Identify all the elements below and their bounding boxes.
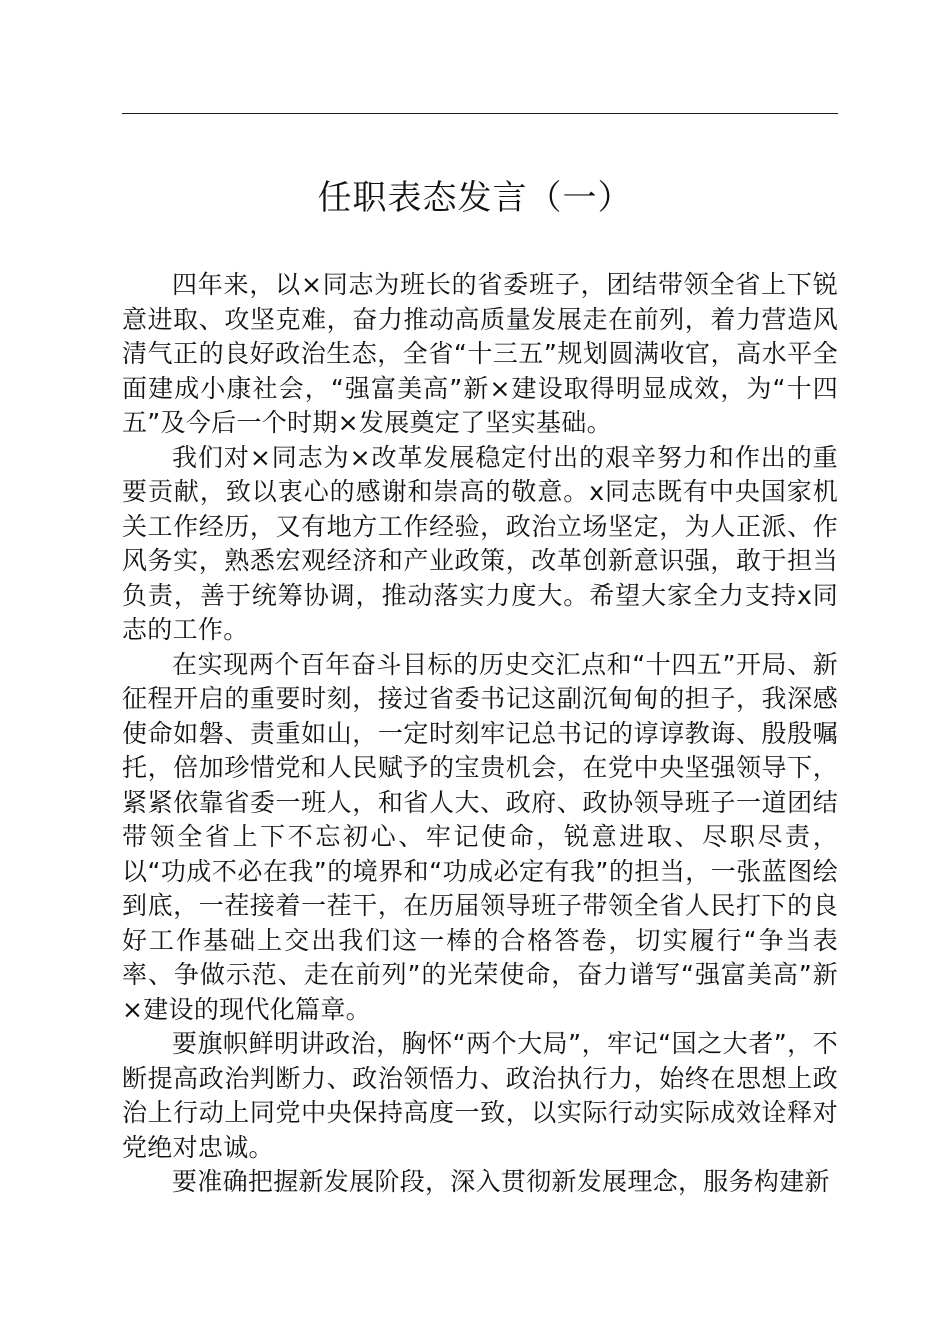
header-rule <box>122 113 838 114</box>
paragraph-3: 在实现两个百年奋斗目标的历史交汇点和“十四五”开局、新征程开启的重要时刻，接过省委书记这副沉甸甸的担子，我深感使命如磐、责重如山，一定时刻牢记总书记的谆谆教诲、殷殷嘱托，倍加珍惜党和人民赋予的宝贵机会，在党中央坚强领导下，紧紧依靠省委一班人，和省人大、政府、政协领导班子一道团结带领全省上下不忘初心、牢记使命，锐意进取、尽职尽责，以“功成不必在我”的境界和“功成必定有我”的担当，一张蓝图绘到底，一茬接着一茬干，在历届领导班子带领全省人民打下的良好工作基础上交出我们这一棒的合格答卷，切实履行“争当表率、争做示范、走在前列”的光荣使命，奋力谱写“强富美高”新×建设的现代化篇章。 <box>122 649 838 1024</box>
document-body <box>122 268 838 1200</box>
paragraph-5: 要准确把握新发展阶段，深入贯彻新发展理念，服务构建新 <box>172 1167 830 1196</box>
paragraph-4: 要旗帜鲜明讲政治，胸怀“两个大局”，牢记“国之大者”，不断提高政治判断力、政治领悟力、政治执行力，始终在思想上政治上行动上同党中央保持高度一致，以实际行动实际成效诠释对党绝对忠诚。 <box>122 1029 838 1162</box>
paragraph-2: 我们对×同志为×改革发展稳定付出的艰辛努力和作出的重要贡献，致以衷心的感谢和崇高的敬意。x同志既有中央国家机关工作经历，又有地方工作经验，政治立场坚定，为人正派、作风务实，熟悉宏观经济和产业政策，改革创新意识强，敢于担当负责，善于统筹协调，推动落实力度大。希望大家全力支持x同志的工作。 <box>122 442 838 644</box>
paragraph-1: 四年来，以×同志为班长的省委班子，团结带领全省上下锐意进取、攻坚克难，奋力推动高质量发展走在前列，着力营造风清气正的良好政治生态，全省“十三五”规划圆满收官，高水平全面建成小康社会，“强富美高”新×建设取得明显成效，为“十四五”及今后一个时期×发展奠定了坚实基础。 <box>122 270 838 437</box>
document-title: 任职表态发言（一） <box>317 178 633 218</box>
